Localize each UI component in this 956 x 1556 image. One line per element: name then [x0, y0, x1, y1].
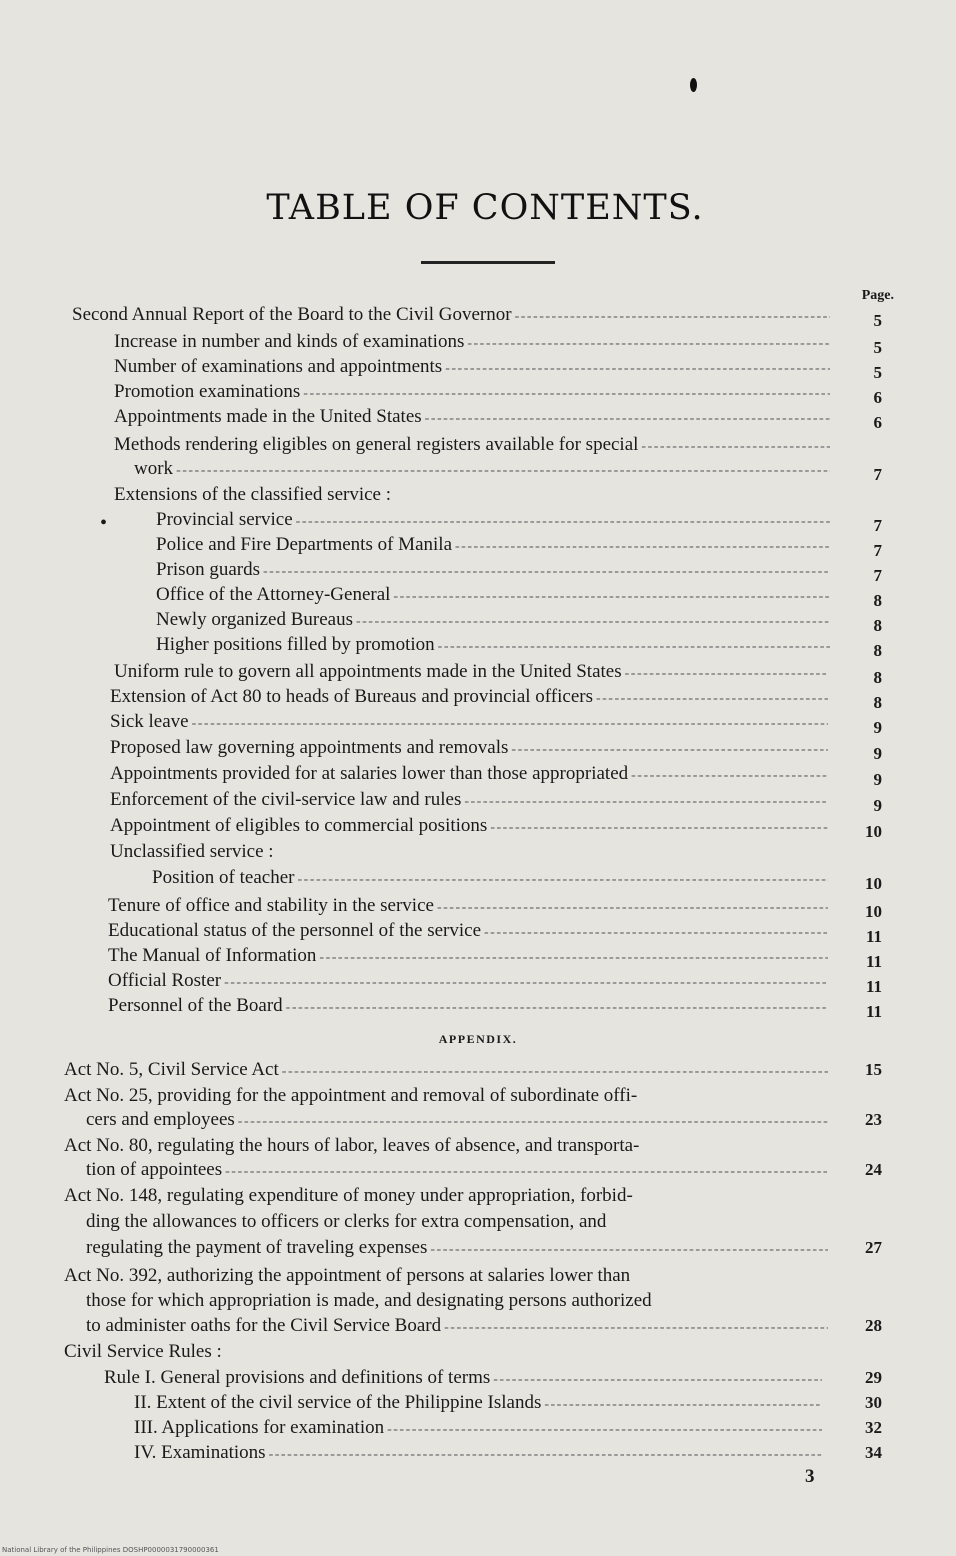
toc-entry-label: Proposed law governing appointments and removals	[110, 737, 509, 758]
toc-entry	[110, 814, 882, 841]
dot-leader	[631, 764, 828, 788]
toc-entry	[156, 608, 882, 635]
toc-entry-label: Civil Service Rules :	[64, 1341, 222, 1362]
toc-entry-page: 29	[865, 1368, 882, 1387]
dot-leader	[303, 382, 830, 406]
dot-leader	[641, 435, 830, 459]
toc-entry-label: III. Applications for examination	[134, 1417, 385, 1438]
toc-entry	[86, 1314, 882, 1338]
toc-entry-page: 28	[865, 1316, 882, 1335]
toc-entry	[134, 1441, 882, 1465]
toc-entry-label: Educational status of the personnel of the service	[108, 920, 482, 941]
toc-entry	[64, 1340, 830, 1364]
toc-entry	[64, 1058, 882, 1082]
toc-entry	[114, 405, 882, 432]
dot-leader	[438, 635, 830, 659]
dot-leader	[445, 357, 830, 381]
toc-entry	[156, 508, 882, 535]
toc-entry	[104, 1366, 882, 1390]
toc-entry-label: Tenure of office and stability in the service	[108, 895, 434, 916]
toc-entry-label: Sick leave	[110, 711, 189, 732]
toc-entry	[114, 355, 882, 382]
dot-leader	[296, 510, 830, 534]
toc-entry	[86, 1210, 830, 1234]
toc-entry-page: 8	[873, 668, 882, 687]
toc-entry-label: ding the allowances to officers or clerks for extra compensation, and	[86, 1211, 607, 1232]
dot-leader	[356, 610, 830, 634]
toc-entry	[108, 994, 882, 1021]
toc-entry-label: IV. Examinations	[134, 1442, 266, 1463]
toc-entry-label: Police and Fire Departments of Manila	[156, 534, 453, 555]
dot-leader	[192, 712, 828, 736]
toc-entry-label: Increase in number and kinds of examinations	[114, 331, 465, 352]
dot-leader	[319, 946, 828, 970]
toc-entry-page: 8	[873, 616, 882, 635]
toc-entry	[156, 633, 882, 660]
dot-leader	[515, 305, 830, 329]
toc-entry	[114, 380, 882, 407]
bullet-mark: •	[100, 512, 108, 534]
toc-entry-label: those for which appropriation is made, and designating persons authorized	[86, 1290, 652, 1311]
dot-leader	[511, 738, 828, 762]
toc-entry-label: Uniform rule to govern all appointments made in the United States	[114, 661, 622, 682]
toc-entry	[108, 969, 882, 996]
dot-leader	[225, 1160, 828, 1184]
toc-entry	[110, 685, 882, 712]
dot-leader	[437, 896, 828, 920]
appendix-heading: APPENDIX.	[438, 1032, 518, 1046]
toc-entry-page: 6	[873, 413, 882, 432]
dot-leader	[464, 790, 828, 814]
toc-entry-page: 8	[873, 591, 882, 610]
toc-entry	[86, 1158, 882, 1182]
title-rule	[421, 261, 555, 264]
toc-entry	[110, 710, 882, 737]
page-number: 3	[805, 1466, 815, 1487]
toc-entry	[86, 1289, 830, 1313]
toc-entry-page: 11	[865, 1002, 882, 1021]
dot-leader	[238, 1110, 828, 1134]
ink-mark	[690, 78, 697, 92]
toc-entry-label: Extension of Act 80 to heads of Bureaus and provincial officers	[110, 686, 593, 707]
toc-entry	[64, 1084, 830, 1108]
footer-note: National Library of the Philippines DOSHP0000031790000361	[2, 1546, 219, 1554]
dot-leader	[625, 662, 828, 686]
toc-entry-page: 34	[865, 1443, 882, 1462]
toc-entry	[110, 736, 882, 763]
toc-entry	[114, 433, 830, 457]
toc-entry	[64, 1134, 830, 1158]
dot-leader	[493, 1368, 822, 1392]
toc-entry	[114, 483, 830, 507]
toc-entry	[156, 558, 882, 585]
dot-leader	[176, 459, 830, 483]
toc-entry	[110, 762, 882, 789]
dot-leader	[490, 816, 828, 840]
toc-entry-page: 9	[873, 744, 882, 763]
dot-leader	[596, 687, 828, 711]
toc-entry-page: 5	[873, 363, 882, 382]
toc-entry-label: Act No. 25, providing for the appointment and removal of subordinate offi-	[64, 1085, 638, 1106]
toc-entry-label: Act No. 5, Civil Service Act	[64, 1059, 279, 1080]
toc-entry	[156, 533, 882, 560]
page-column-header: Page.	[861, 288, 894, 303]
toc-entry-page: 27	[865, 1238, 882, 1257]
toc-entry	[108, 944, 882, 971]
toc-entry	[114, 660, 882, 687]
toc-entry-page: 11	[865, 927, 882, 946]
toc-entry-page: 7	[873, 516, 882, 535]
toc-entry-page: 9	[873, 796, 882, 815]
toc-entry-label: Second Annual Report of the Board to the Civil Governor	[72, 304, 512, 325]
toc-entry-label: Appointments made in the United States	[114, 406, 422, 427]
dot-leader	[282, 1060, 828, 1084]
toc-entry-page: 10	[865, 874, 882, 893]
dot-leader	[455, 535, 830, 559]
toc-entry	[86, 1108, 882, 1132]
toc-entry-page: 10	[865, 822, 882, 841]
toc-entry-label: Methods rendering eligibles on general registers available for special	[114, 434, 639, 455]
toc-entry-label: Enforcement of the civil-service law and rules	[110, 789, 462, 810]
toc-entry-label: Appointments provided for at salaries lower than those appropriated	[110, 763, 629, 784]
toc-entry-label: Promotion examinations	[114, 381, 301, 402]
toc-entry	[86, 1236, 882, 1260]
toc-entry-label: Act No. 80, regulating the hours of labor, leaves of absence, and transporta-	[64, 1135, 640, 1156]
toc-entry	[134, 1391, 882, 1415]
toc-entry	[134, 1416, 882, 1440]
dot-leader	[467, 332, 830, 356]
toc-entry-page: 11	[865, 952, 882, 971]
toc-entry-label: regulating the payment of traveling expenses	[86, 1237, 428, 1258]
toc-entry-page: 8	[873, 693, 882, 712]
dot-leader	[393, 585, 830, 609]
dot-leader	[544, 1393, 822, 1417]
toc-entry-label: Position of teacher	[152, 867, 295, 888]
toc-entry	[108, 919, 882, 946]
toc-entry-page: 32	[865, 1418, 882, 1437]
toc-entry-label: Unclassified service :	[110, 841, 274, 862]
dot-leader	[430, 1238, 828, 1262]
page-title: TABLE OF CONTENTS.	[266, 188, 704, 228]
toc-entry	[72, 303, 882, 330]
dot-leader	[425, 407, 830, 431]
toc-entry-page: 6	[873, 388, 882, 407]
toc-entry-label: Provincial service	[156, 509, 293, 530]
toc-entry	[114, 330, 882, 357]
toc-entry-label: Personnel of the Board	[108, 995, 283, 1016]
toc-entry	[156, 583, 882, 610]
toc-entry-page: 5	[873, 338, 882, 357]
toc-entry-label: Prison guards	[156, 559, 260, 580]
toc-entry	[110, 788, 882, 815]
toc-entry-label: cers and employees	[86, 1109, 235, 1130]
toc-entry	[110, 840, 830, 864]
dot-leader	[263, 560, 830, 584]
dot-leader	[297, 868, 828, 892]
toc-entry-label: Act No. 148, regulating expenditure of money under appropriation, forbid-	[64, 1185, 633, 1206]
toc-entry-label: Extensions of the classified service :	[114, 484, 392, 505]
dot-leader	[224, 971, 828, 995]
dot-leader	[269, 1443, 822, 1467]
toc-entry-label: The Manual of Information	[108, 945, 317, 966]
toc-entry-page: 5	[873, 311, 882, 330]
toc-entry-label: work	[134, 458, 174, 479]
toc-entry-page: 9	[873, 770, 882, 789]
toc-entry-page: 15	[865, 1060, 882, 1079]
toc-entry-page: 24	[865, 1160, 882, 1179]
toc-entry-label: Higher positions filled by promotion	[156, 634, 435, 655]
toc-entry-label: Act No. 392, authorizing the appointment of persons at salaries lower than	[64, 1265, 631, 1286]
toc-entry	[134, 457, 882, 484]
toc-entry-page: 10	[865, 902, 882, 921]
toc-entry-label: Number of examinations and appointments	[114, 356, 443, 377]
dot-leader	[484, 921, 828, 945]
toc-entry-page: 11	[865, 977, 882, 996]
toc-entry-page: 8	[873, 641, 882, 660]
toc-entry-label: Office of the Attorney-General	[156, 584, 391, 605]
toc-entry-label: Newly organized Bureaus	[156, 609, 353, 630]
toc-entry-page: 23	[865, 1110, 882, 1129]
toc-entry-label: II. Extent of the civil service of the Philippine Islands	[134, 1392, 542, 1413]
dot-leader	[387, 1418, 822, 1442]
toc-entry-label: tion of appointees	[86, 1159, 223, 1180]
toc-entry-page: 9	[873, 718, 882, 737]
toc-entry-page: 7	[873, 566, 882, 585]
toc-entry	[152, 866, 882, 893]
toc-entry-label: Rule I. General provisions and definitions of terms	[104, 1367, 491, 1388]
dot-leader	[444, 1316, 828, 1340]
toc-entry-page: 7	[873, 465, 882, 484]
toc-entry	[64, 1264, 830, 1288]
toc-entry-page: 7	[873, 541, 882, 560]
toc-entry-page: 30	[865, 1393, 882, 1412]
toc-entry-label: Official Roster	[108, 970, 222, 991]
toc-entry	[108, 894, 882, 921]
toc-entry-label: to administer oaths for the Civil Service Board	[86, 1315, 442, 1336]
dot-leader	[286, 996, 828, 1020]
toc-entry	[64, 1184, 830, 1208]
toc-entry-label: Appointment of eligibles to commercial positions	[110, 815, 488, 836]
